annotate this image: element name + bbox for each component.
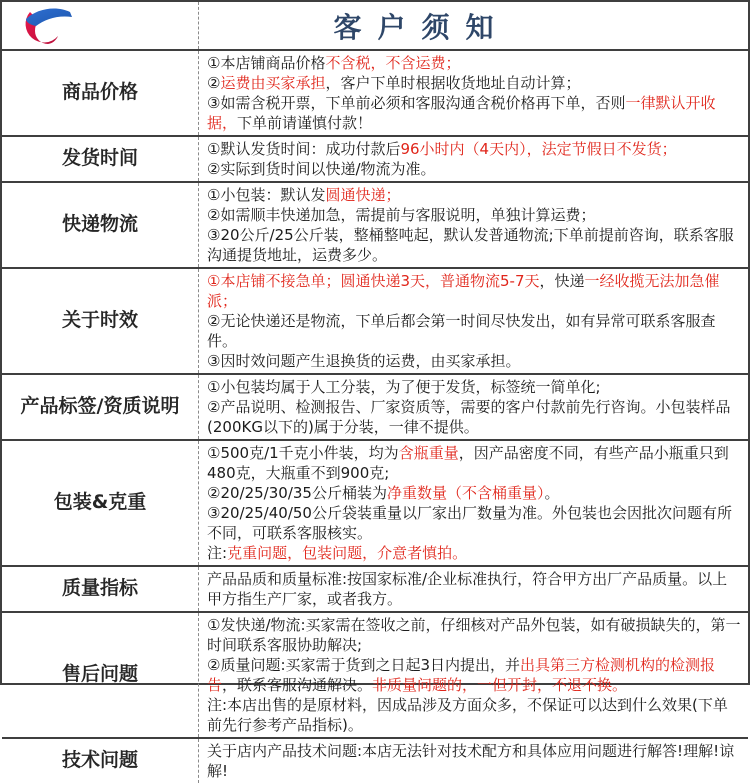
brand-logo-g-icon [12,4,162,48]
notice-paragraph: ①默认发货时间：成功付款后96小时内（4天内），法定节假日不发货； [207,140,677,158]
logo-cell [2,2,199,49]
notice-paragraph: ③20公斤/25公斤装，整桶整吨起，默认发普通物流;下单前提前咨询，联系客服沟通提货地址，运费多少。 [207,226,734,264]
notice-paragraph: 关于店内产品技术问题:本店无法针对技术配方和具体应用问题进行解答!理解!谅解! [207,742,735,780]
notice-paragraph: ③因时效问题产生退换货的运费，由买家承担。 [207,352,521,370]
row-label: 售后问题 [2,613,199,737]
row-content [199,739,748,783]
row-label: 快递物流 [2,183,199,267]
row-content [199,51,748,135]
notice-paragraph: ②产品说明、检测报告、厂家资质等，需要的客户付款前先行咨询。小包装样品(200KG以下的)属于分装，一律不提供。 [207,398,731,436]
row-content [199,183,748,267]
notice-paragraph: 注:本店出售的是原材料，因成品涉及方面众多，不保证可以达到什么效果(下单前先行参考产品指标)。 [207,696,728,734]
notice-paragraph: ②实际到货时间以快递/物流为准。 [207,160,436,178]
row-label: 包装&克重 [2,441,199,565]
table-row [2,269,748,375]
row-content [199,613,748,737]
row-label: 技术问题 [2,739,199,783]
notice-paragraph: ②如需顺丰快递加急，需提前与客服说明，单独计算运费； [207,206,596,224]
notice-paragraph: ①本店铺商品价格不含税，不含运费； [207,54,461,72]
table-row [2,441,748,567]
table-row [2,51,748,137]
table-row [2,567,748,613]
notice-table-body [2,51,748,783]
row-label: 质量指标 [2,567,199,611]
notice-paragraph: ①500克/1千克小件装，均为含瓶重量，因产品密度不同，有些产品小瓶重只到480克，大瓶重不到900克; [207,444,729,482]
notice-paragraph: ①小包装：默认发圆通快递； [207,186,401,204]
notice-paragraph: ②运费由买家承担，客户下单时根据收货地址自动计算； [207,74,581,92]
row-label: 产品标签/资质说明 [2,375,199,439]
notice-paragraph: 注:克重问题，包装问题，介意者慎拍。 [207,544,468,562]
title-cell [199,2,748,49]
row-content [199,375,748,439]
row-content [199,269,748,373]
page-title: 客户须知 [333,10,510,44]
table-row [2,613,748,739]
row-label: 关于时效 [2,269,199,373]
table-row [2,375,748,441]
row-content [199,137,748,181]
table-row [2,183,748,269]
row-content [199,441,748,565]
row-content [199,567,748,611]
notice-paragraph: ②无论快递还是物流，下单后都会第一时间尽快发出，如有异常可联系客服查件。 [207,312,716,350]
notice-paragraph: ③如需含税开票，下单前必须和客服沟通含税价格再下单，否则一律默认开收据，下单前请谨慎付款！ [207,94,716,132]
notice-paragraph: ①发快递/物流:买家需在签收之前，仔细核对产品外包装，如有破损缺失的，第一时间联系客服协助解决; [207,616,741,654]
notice-paragraph: 产品品质和质量标准:按国家标准/企业标准执行，符合甲方出厂产品质量。以上甲方指生产厂家，或者我方。 [207,570,728,608]
notice-paragraph: ③20/25/40/50公斤袋装重量以厂家出厂数量为准。外包装也会因批次问题有所不同，可联系客服核实。 [207,504,732,542]
row-label: 商品价格 [2,51,199,135]
notice-paragraph: ②质量问题:买家需于货到之日起3日内提出，并出具第三方检测机构的检测报告，联系客服沟通解决。非质量问题的，一但开封，不退不换。 [207,656,716,694]
notice-paragraph: ②20/25/30/35公斤桶装为净重数量（不含桶重量）。 [207,484,560,502]
notice-paragraph: ①本店铺不接急单；圆通快递3天，普通物流5-7天，快递一经收揽无法加急催派； [207,272,720,310]
table-row [2,739,748,783]
header-row [2,2,748,51]
row-label: 发货时间 [2,137,199,181]
notice-paragraph: ①小包装均属于人工分装，为了便于发货，标签统一简单化; [207,378,601,396]
table-row [2,137,748,183]
